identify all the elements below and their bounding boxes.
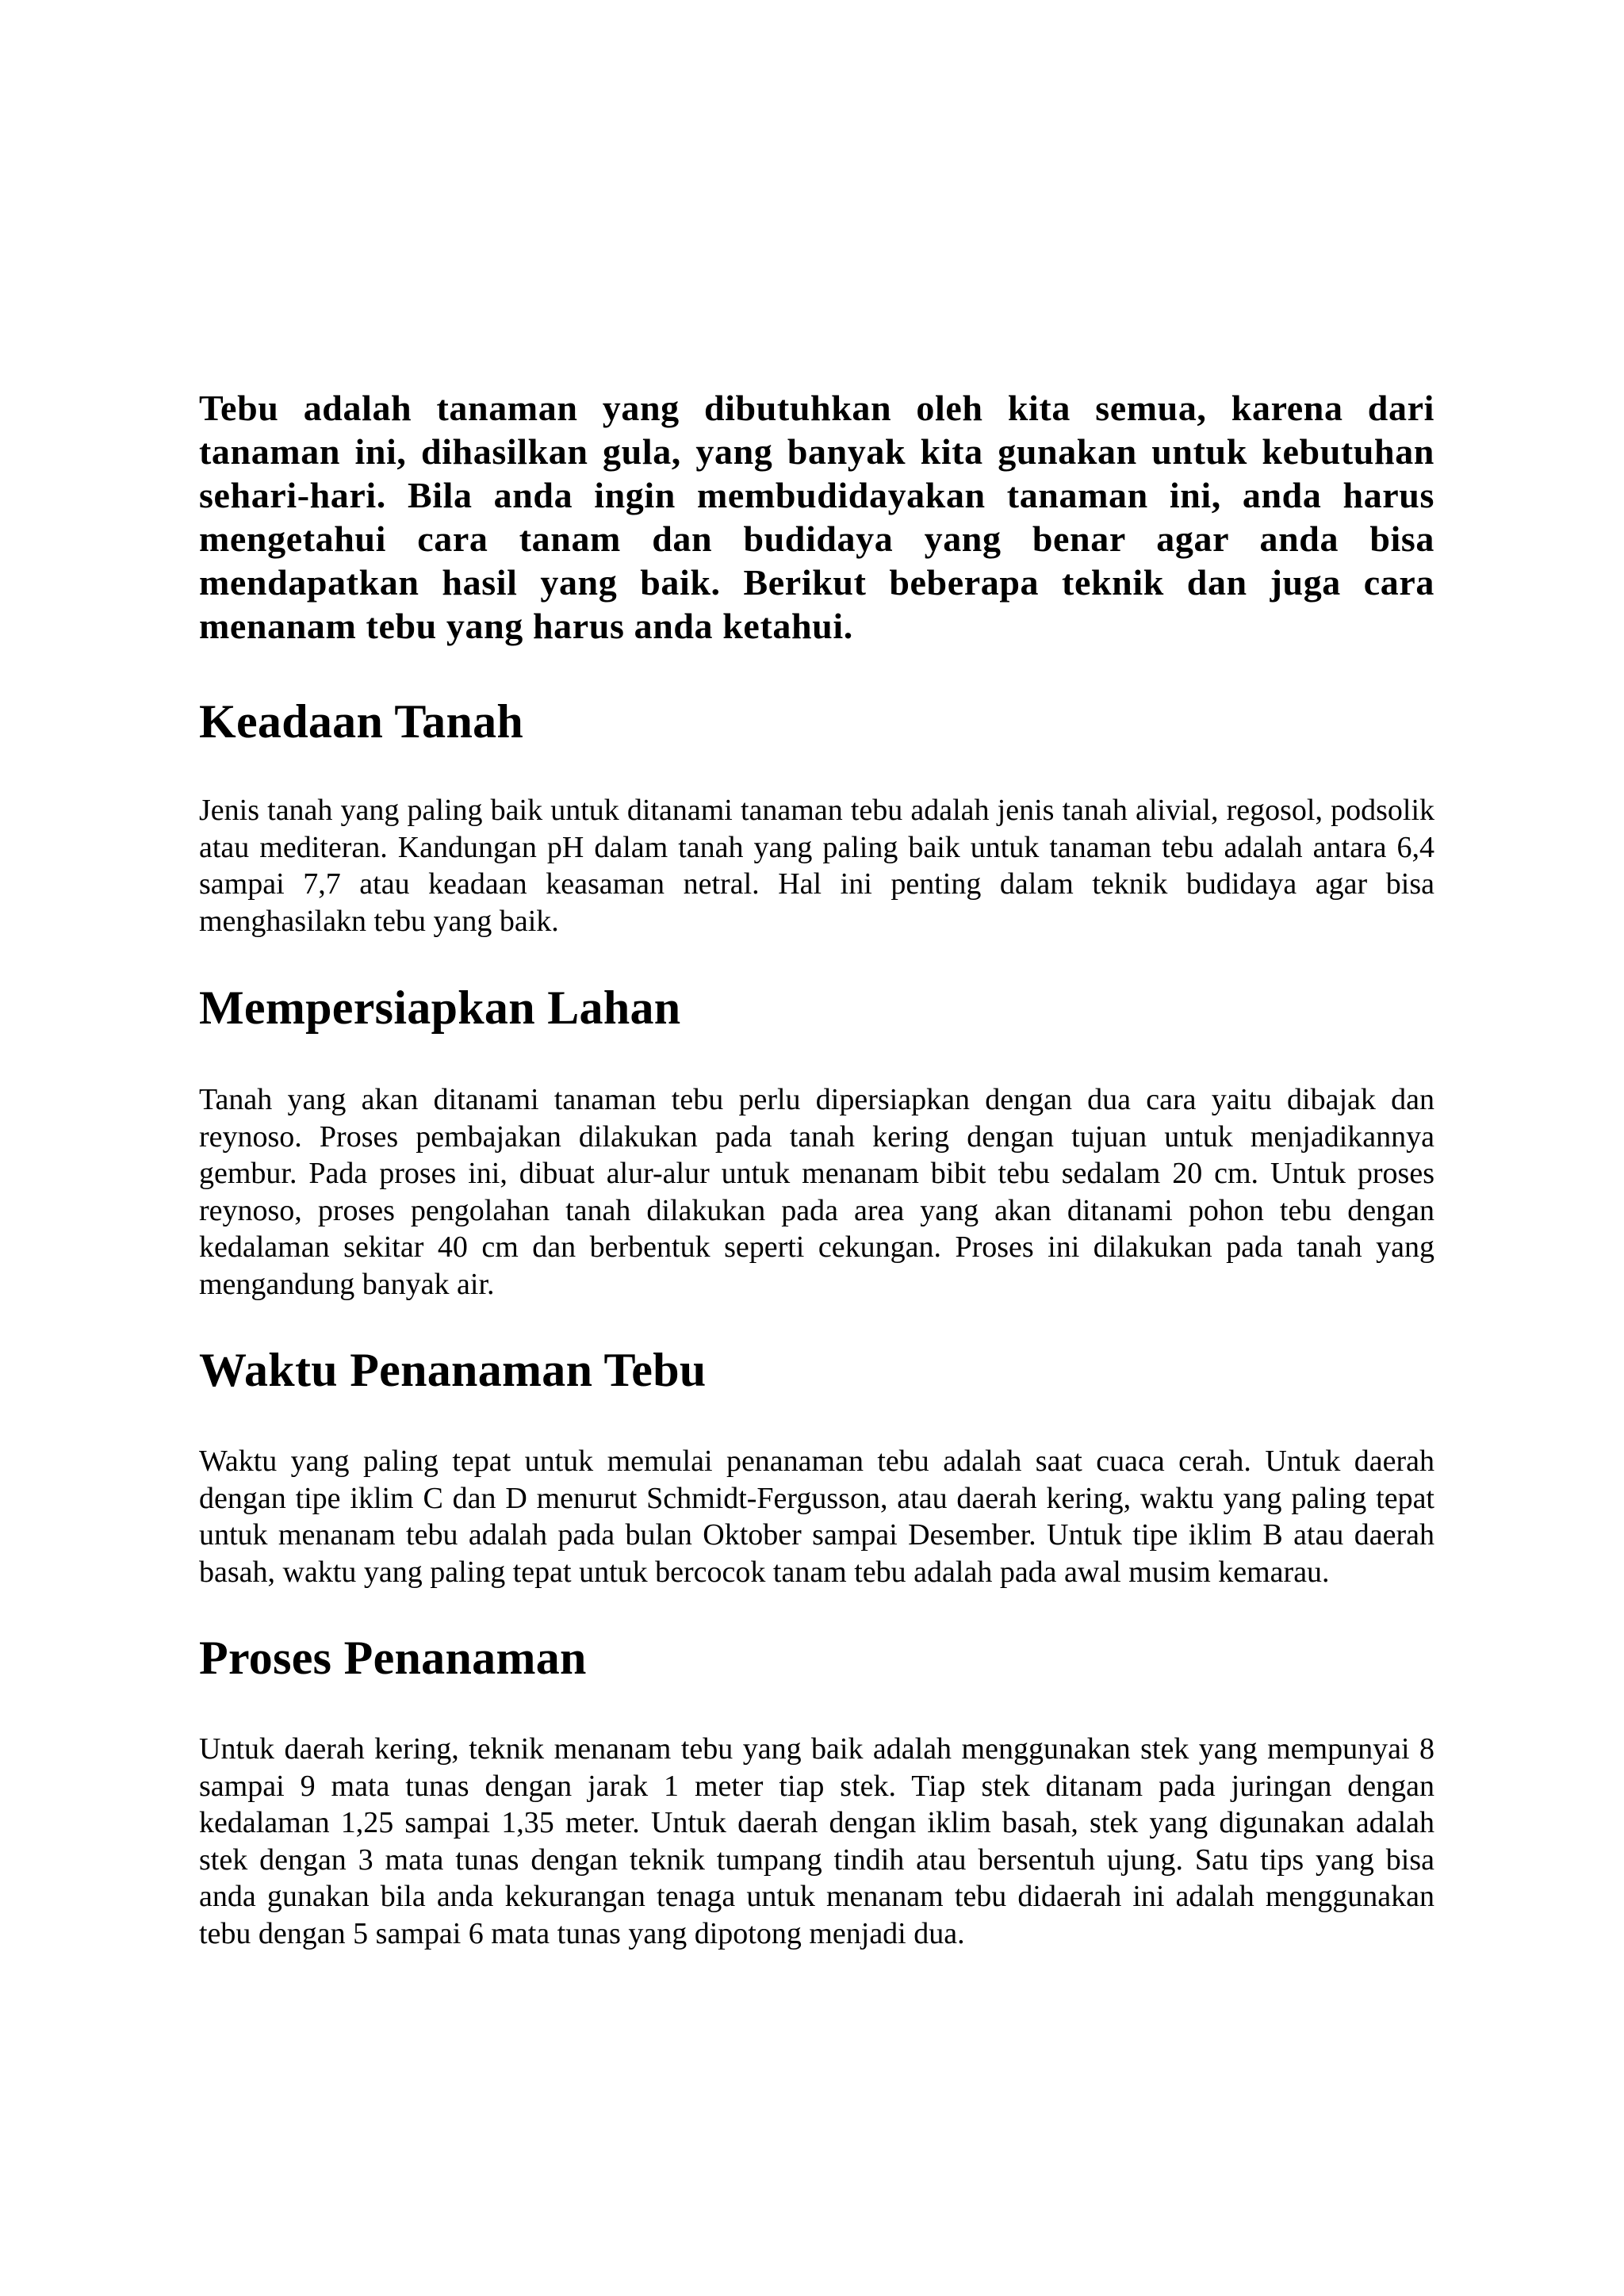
section-heading-proses-penanaman: Proses Penanaman [199, 1632, 587, 1684]
section-body-mempersiapkan-lahan: Tanah yang akan ditanami tanaman tebu perlu dipersiapkan dengan dua cara yaitu dibajak dan reynoso. Proses pembajakan dilakukan pada tanah kering dengan tujuan untuk menjadikannya gembur. Pada proses ini, dibuat alur-alur untuk menanam bibit tebu sedalam 20 cm. Untuk proses reynoso, proses pengolahan tanah dilakukan pada area yang akan ditanami pohon tebu dengan kedalaman sekitar 40 cm dan berbentuk seperti cekungan. Proses ini dilakukan pada tanah yang mengandung banyak air. [199, 1083, 1434, 1301]
intro-paragraph: Tebu adalah tanaman yang dibutuhkan oleh kita semua, karena dari tanaman ini, dihasilkan gula, yang banyak kita gunakan untuk kebutuhan sehari-hari. Bila anda ingin membudidayakan tanaman ini, anda harus mengetahui cara tanam dan budidaya yang benar agar anda bisa mendapatkan hasil yang baik. Berikut beberapa teknik dan juga cara menanam tebu yang harus anda ketahui. [199, 388, 1434, 646]
section-body-keadaan-tanah: Jenis tanah yang paling baik untuk ditanami tanaman tebu adalah jenis tanah alivial, regosol, podsolik atau mediteran. Kandungan pH dalam tanah yang paling baik untuk tanaman tebu adalah antara 6,4 sampai 7,7 atau keadaan keasaman netral. Hal ini penting dalam teknik budidaya agar bisa menghasilakn tebu yang baik. [199, 794, 1434, 938]
section-body-proses-penanaman: Untuk daerah kering, teknik menanam tebu yang baik adalah menggunakan stek yang mempunyai 8 sampai 9 mata tunas dengan jarak 1 meter tiap stek. Tiap stek ditanam pada juringan dengan kedalaman 1,25 sampai 1,35 meter. Untuk daerah dengan iklim basah, stek yang digunakan adalah stek dengan 3 mata tunas dengan teknik tumpang tindih atau bersentuh ujung. Satu tips yang bisa anda gunakan bila anda kekurangan tenaga untuk menanam tebu didaerah ini adalah menggunakan tebu dengan 5 sampai 6 mata tunas yang dipotong menjadi dua. [199, 1732, 1434, 1950]
section-heading-waktu-penanaman: Waktu Penanaman Tebu [199, 1344, 707, 1396]
document-content [199, 386, 1434, 1952]
section-heading-keadaan-tanah: Keadaan Tanah [199, 695, 524, 748]
section-body-waktu-penanaman: Waktu yang paling tepat untuk memulai penanaman tebu adalah saat cuaca cerah. Untuk daerah dengan tipe iklim C dan D menurut Schmidt-Fergusson, atau daerah kering, waktu yang paling tepat untuk menanam tebu adalah pada bulan Oktober sampai Desember. Untuk tipe iklim B atau daerah basah, waktu yang paling tepat untuk bercocok tanam tebu adalah pada awal musim kemarau. [199, 1445, 1434, 1589]
section-heading-mempersiapkan-lahan: Mempersiapkan Lahan [199, 982, 681, 1034]
